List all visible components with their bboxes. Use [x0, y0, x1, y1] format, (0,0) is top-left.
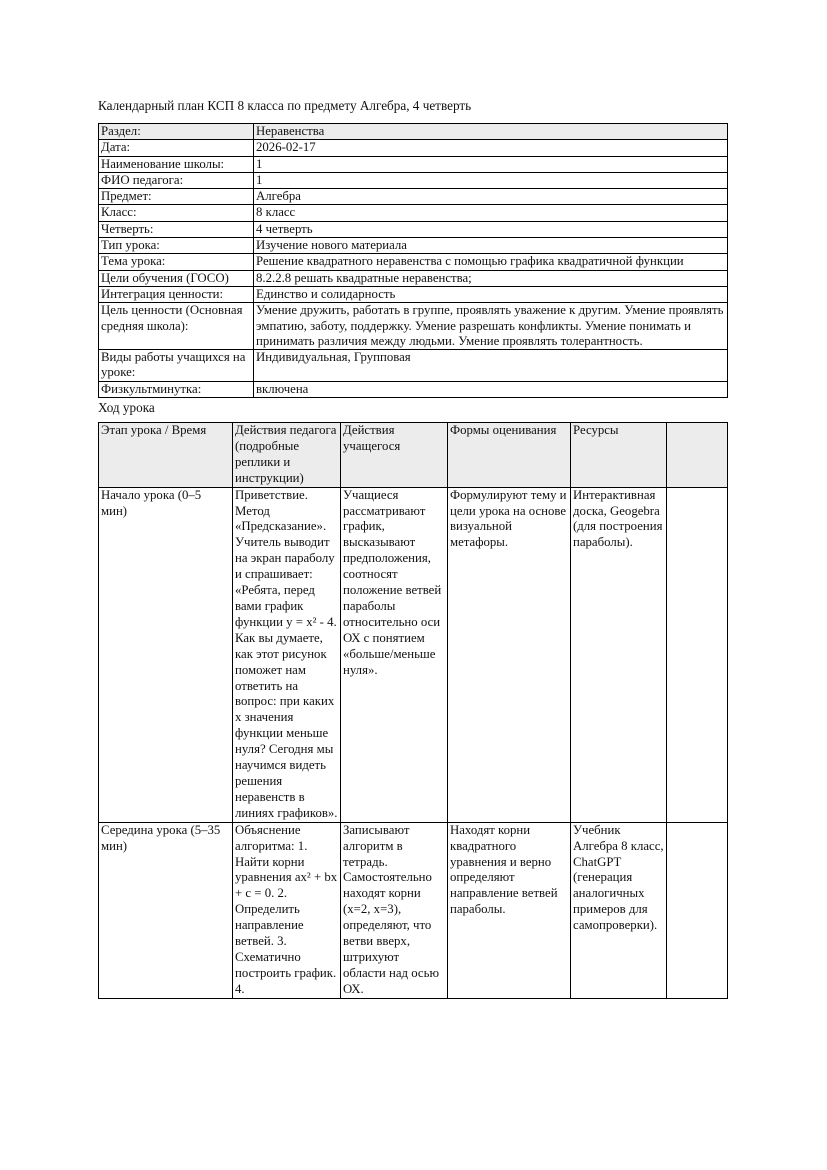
column-header-extra [667, 423, 728, 488]
info-value: 4 четверть [254, 221, 728, 237]
column-header-assessment: Формы оценивания [448, 423, 571, 488]
info-value: Алгебра [254, 189, 728, 205]
extra-cell [667, 822, 728, 998]
stage-cell: Начало урока (0–5 мин) [99, 487, 233, 822]
info-label: Класс: [99, 205, 254, 221]
info-row [99, 254, 728, 270]
info-value: 8 класс [254, 205, 728, 221]
column-header-resources: Ресурсы [571, 423, 667, 488]
column-header-stage: Этап урока / Время [99, 423, 233, 488]
flow-header-row [99, 423, 728, 488]
student-actions-cell: Записывают алгоритм в тетрадь. Самостоятельно находят корни (x=2, x=3), определяют, что ветви вверх, штрихуют области над осью ОХ. [341, 822, 448, 998]
info-value: 8.2.2.8 решать квадратные неравенства; [254, 270, 728, 286]
info-row [99, 286, 728, 302]
info-label: Дата: [99, 140, 254, 156]
document-title: Календарный план КСП 8 класса по предмету Алгебра, 4 четверть [98, 98, 472, 113]
info-row [99, 124, 728, 140]
section-heading: Ход урока [98, 400, 155, 416]
info-value: Изучение нового материала [254, 238, 728, 254]
info-row [99, 140, 728, 156]
info-value: 2026-02-17 [254, 140, 728, 156]
info-row [99, 270, 728, 286]
lesson-flow-table [98, 422, 728, 999]
info-row [99, 205, 728, 221]
resources-cell: Интерактивная доска, Geogebra (для построения параболы). [571, 487, 667, 822]
column-header-teacher-actions: Действия педагога (подробные реплики и инструкции) [233, 423, 341, 488]
flow-row-lesson-middle [99, 822, 728, 998]
info-row [99, 238, 728, 254]
info-value: Решение квадратного неравенства с помощью графика квадратичной функции [254, 254, 728, 270]
teacher-actions-cell: Приветствие. Метод «Предсказание». Учитель выводит на экран параболу и спрашивает: «Ребята, перед вами график функции y = x² - 4. Как вы думаете, как этот рисунок поможет нам ответить на вопрос: при каких x значения функции меньше нуля? Сегодня мы научимся видеть решения неравенств в линиях графиков». [233, 487, 341, 822]
info-label: Цель ценности (Основная средняя школа): [99, 303, 254, 350]
info-label: ФИО педагога: [99, 172, 254, 188]
info-label: Четверть: [99, 221, 254, 237]
assessment-cell: Формулируют тему и цели урока на основе визуальной метафоры. [448, 487, 571, 822]
info-value: Умение дружить, работать в группе, проявлять уважение к другим. Умение проявлять эмпатию, заботу, поддержку. Умение разрешать конфликты. Умение понимать и принимать различия между людьми. Умение проявлять толерантность. [254, 303, 728, 350]
column-header-student-actions: Действия учащегося [341, 423, 448, 488]
teacher-actions-cell: Объяснение алгоритма: 1. Найти корни уравнения ax² + bx + c = 0. 2. Определить направление ветвей. 3. Схематично построить график. 4. [233, 822, 341, 998]
info-row [99, 381, 728, 397]
student-actions-cell: Учащиеся рассматривают график, высказывают предположения, соотносят положение ветвей параболы относительно оси ОХ с понятием «больше/меньше нуля». [341, 487, 448, 822]
resources-cell: Учебник Алгебра 8 класс, ChatGPT (генерация аналогичных примеров для самопроверки). [571, 822, 667, 998]
info-value: 1 [254, 156, 728, 172]
stage-cell: Середина урока (5–35 мин) [99, 822, 233, 998]
info-label: Тип урока: [99, 238, 254, 254]
assessment-cell: Находят корни квадратного уравнения и верно определяют направление ветвей параболы. [448, 822, 571, 998]
info-row [99, 303, 728, 350]
info-row [99, 156, 728, 172]
info-label: Физкультминутка: [99, 381, 254, 397]
info-value: Единство и солидарность [254, 286, 728, 302]
flow-row-lesson-start [99, 487, 728, 822]
info-value: Неравенства [254, 124, 728, 140]
info-row [99, 172, 728, 188]
info-row [99, 350, 728, 382]
document-page [98, 99, 727, 999]
info-label: Виды работы учащихся на уроке: [99, 350, 254, 382]
info-label: Цели обучения (ГОСО) [99, 270, 254, 286]
info-row [99, 221, 728, 237]
info-label: Предмет: [99, 189, 254, 205]
lesson-info-table [98, 123, 728, 398]
info-value: 1 [254, 172, 728, 188]
info-label: Тема урока: [99, 254, 254, 270]
info-row [99, 189, 728, 205]
extra-cell [667, 487, 728, 822]
info-label: Раздел: [99, 124, 254, 140]
info-label: Наименование школы: [99, 156, 254, 172]
info-value: включена [254, 381, 728, 397]
info-label: Интеграция ценности: [99, 286, 254, 302]
info-value: Индивидуальная, Групповая [254, 350, 728, 382]
